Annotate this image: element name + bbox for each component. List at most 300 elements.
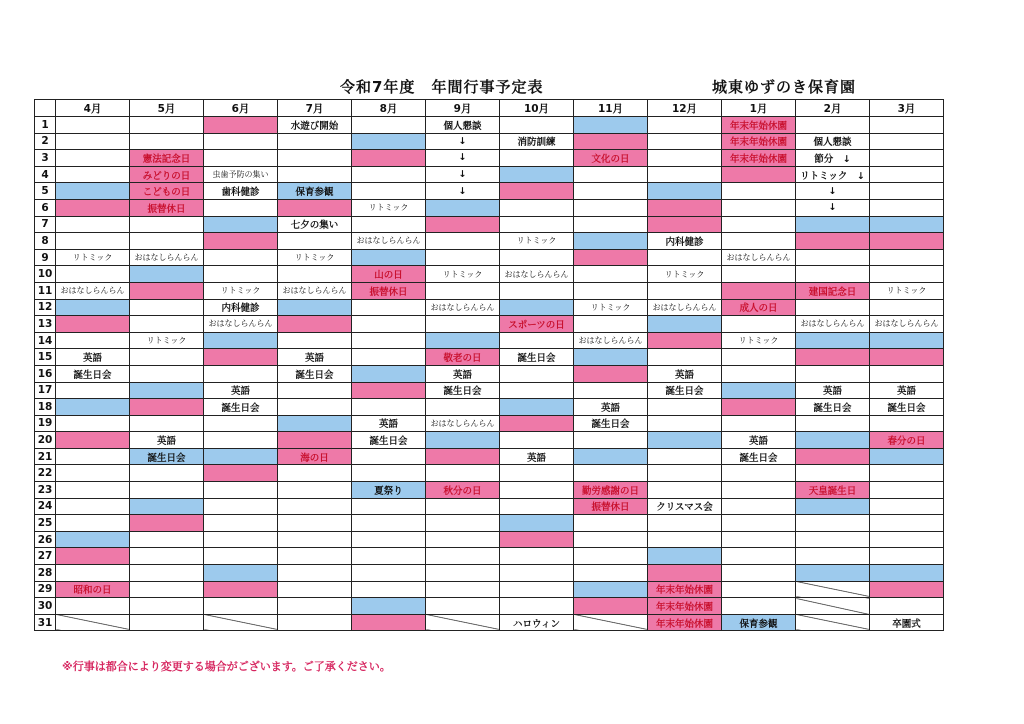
calendar-cell bbox=[426, 531, 500, 548]
calendar-cell bbox=[870, 581, 944, 598]
day-number: 12 bbox=[35, 299, 56, 316]
calendar-cell bbox=[870, 150, 944, 167]
calendar-cell bbox=[500, 399, 574, 416]
calendar-cell bbox=[500, 183, 574, 200]
event-cell: 振替休日 bbox=[352, 282, 426, 299]
calendar-cell bbox=[500, 515, 574, 532]
table-row bbox=[35, 515, 944, 532]
event-cell: 誕生日会 bbox=[722, 448, 796, 465]
table-row bbox=[35, 249, 944, 266]
calendar-cell bbox=[870, 183, 944, 200]
event-cell: リトミック bbox=[278, 249, 352, 266]
calendar-cell bbox=[426, 332, 500, 349]
page-title: 令和7年度 年間行事予定表 bbox=[340, 78, 544, 96]
calendar-cell bbox=[574, 515, 648, 532]
calendar-cell bbox=[352, 299, 426, 316]
calendar-cell bbox=[500, 531, 574, 548]
month-header: 5月 bbox=[130, 100, 204, 117]
day-number: 28 bbox=[35, 565, 56, 582]
nonexistent-date-cell bbox=[204, 614, 278, 631]
calendar-cell bbox=[722, 183, 796, 200]
calendar-cell bbox=[722, 415, 796, 432]
day-number: 17 bbox=[35, 382, 56, 399]
calendar-cell bbox=[500, 150, 574, 167]
calendar-cell bbox=[352, 548, 426, 565]
calendar-cell bbox=[870, 515, 944, 532]
calendar-cell bbox=[722, 581, 796, 598]
event-cell: 勤労感謝の日 bbox=[574, 482, 648, 499]
calendar-cell bbox=[426, 598, 500, 615]
calendar-cell bbox=[796, 432, 870, 449]
calendar-cell bbox=[130, 133, 204, 150]
calendar-cell bbox=[130, 415, 204, 432]
event-cell: 保育参観 bbox=[278, 183, 352, 200]
event-cell: 昭和の日 bbox=[56, 581, 130, 598]
day-number: 25 bbox=[35, 515, 56, 532]
table-row bbox=[35, 482, 944, 499]
calendar-cell bbox=[426, 448, 500, 465]
event-cell: おはなしらんらん bbox=[426, 299, 500, 316]
day-number: 23 bbox=[35, 482, 56, 499]
calendar-cell bbox=[56, 183, 130, 200]
calendar-cell bbox=[426, 565, 500, 582]
calendar-cell bbox=[352, 349, 426, 366]
calendar-cell bbox=[352, 249, 426, 266]
event-cell: 誕生日会 bbox=[500, 349, 574, 366]
calendar-cell bbox=[574, 565, 648, 582]
calendar-cell bbox=[574, 266, 648, 283]
calendar-cell bbox=[648, 565, 722, 582]
day-number: 10 bbox=[35, 266, 56, 283]
nonexistent-date-cell bbox=[56, 614, 130, 631]
calendar-cell bbox=[796, 548, 870, 565]
event-cell: クリスマス会 bbox=[648, 498, 722, 515]
calendar-cell bbox=[352, 448, 426, 465]
event-cell: ↓ bbox=[796, 199, 870, 216]
calendar-cell bbox=[278, 465, 352, 482]
schedule-body bbox=[35, 117, 944, 631]
calendar-cell bbox=[130, 299, 204, 316]
event-cell: 年末年始休園 bbox=[722, 133, 796, 150]
event-cell: 年末年始休園 bbox=[648, 581, 722, 598]
event-cell: 年末年始休園 bbox=[648, 598, 722, 615]
calendar-cell bbox=[352, 365, 426, 382]
calendar-cell bbox=[204, 133, 278, 150]
month-header: 10月 bbox=[500, 100, 574, 117]
event-cell: おはなしらんらん bbox=[130, 249, 204, 266]
calendar-cell bbox=[278, 548, 352, 565]
calendar-cell bbox=[352, 382, 426, 399]
calendar-cell bbox=[56, 216, 130, 233]
table-row bbox=[35, 332, 944, 349]
calendar-cell bbox=[796, 531, 870, 548]
calendar-cell bbox=[56, 266, 130, 283]
calendar-cell bbox=[500, 166, 574, 183]
calendar-cell bbox=[204, 266, 278, 283]
calendar-cell bbox=[796, 365, 870, 382]
event-cell: 英語 bbox=[870, 382, 944, 399]
calendar-cell bbox=[870, 598, 944, 615]
table-row bbox=[35, 548, 944, 565]
event-cell: リトミック bbox=[722, 332, 796, 349]
event-cell: 誕生日会 bbox=[278, 365, 352, 382]
event-cell: ↓ bbox=[426, 150, 500, 167]
nonexistent-date-cell bbox=[426, 614, 500, 631]
day-number: 20 bbox=[35, 432, 56, 449]
calendar-cell bbox=[500, 199, 574, 216]
calendar-cell bbox=[130, 117, 204, 134]
calendar-cell bbox=[352, 465, 426, 482]
calendar-cell bbox=[574, 249, 648, 266]
event-cell: 天皇誕生日 bbox=[796, 482, 870, 499]
event-cell: 消防訓練 bbox=[500, 133, 574, 150]
calendar-cell bbox=[870, 415, 944, 432]
calendar-cell bbox=[574, 581, 648, 598]
calendar-cell bbox=[278, 133, 352, 150]
event-cell: 英語 bbox=[56, 349, 130, 366]
calendar-cell bbox=[56, 316, 130, 333]
calendar-cell bbox=[500, 482, 574, 499]
calendar-cell bbox=[56, 199, 130, 216]
event-cell: 英語 bbox=[500, 448, 574, 465]
calendar-cell bbox=[352, 316, 426, 333]
calendar-cell bbox=[426, 316, 500, 333]
calendar-cell bbox=[130, 382, 204, 399]
calendar-cell bbox=[352, 515, 426, 532]
calendar-cell bbox=[56, 482, 130, 499]
table-row bbox=[35, 266, 944, 283]
event-cell: 英語 bbox=[722, 432, 796, 449]
calendar-cell bbox=[870, 531, 944, 548]
calendar-cell bbox=[648, 482, 722, 499]
calendar-cell bbox=[722, 382, 796, 399]
calendar-cell bbox=[352, 531, 426, 548]
day-number: 31 bbox=[35, 614, 56, 631]
day-number: 14 bbox=[35, 332, 56, 349]
calendar-cell bbox=[648, 332, 722, 349]
calendar-cell bbox=[204, 332, 278, 349]
calendar-cell bbox=[722, 233, 796, 250]
day-number: 11 bbox=[35, 282, 56, 299]
calendar-cell bbox=[574, 465, 648, 482]
table-row bbox=[35, 299, 944, 316]
calendar-cell bbox=[426, 548, 500, 565]
calendar-cell bbox=[500, 432, 574, 449]
calendar-cell bbox=[500, 216, 574, 233]
event-cell: 個人懇談 bbox=[426, 117, 500, 134]
calendar-cell bbox=[204, 150, 278, 167]
event-cell: スポーツの日 bbox=[500, 316, 574, 333]
calendar-cell bbox=[574, 117, 648, 134]
calendar-cell bbox=[352, 581, 426, 598]
event-cell: ハロウィン bbox=[500, 614, 574, 631]
calendar-cell bbox=[352, 216, 426, 233]
calendar-cell bbox=[56, 598, 130, 615]
calendar-cell bbox=[130, 598, 204, 615]
event-cell: リトミック bbox=[130, 332, 204, 349]
calendar-cell bbox=[426, 581, 500, 598]
calendar-cell bbox=[278, 432, 352, 449]
event-cell: おはなしらんらん bbox=[352, 233, 426, 250]
event-cell: 誕生日会 bbox=[426, 382, 500, 399]
calendar-cell bbox=[204, 581, 278, 598]
calendar-cell bbox=[648, 448, 722, 465]
day-number: 15 bbox=[35, 349, 56, 366]
calendar-cell bbox=[870, 498, 944, 515]
table-row bbox=[35, 166, 944, 183]
calendar-cell bbox=[204, 598, 278, 615]
calendar-cell bbox=[130, 316, 204, 333]
calendar-cell bbox=[648, 117, 722, 134]
calendar-cell bbox=[648, 316, 722, 333]
event-cell: 節分 ↓ bbox=[796, 150, 870, 167]
footer-note: ※行事は都合により変更する場合がございます。ご了承ください。 bbox=[62, 660, 391, 673]
calendar-cell bbox=[796, 332, 870, 349]
calendar-cell bbox=[500, 299, 574, 316]
calendar-cell bbox=[574, 166, 648, 183]
event-cell: おはなしらんらん bbox=[56, 282, 130, 299]
event-cell: リトミック bbox=[426, 266, 500, 283]
calendar-cell bbox=[870, 565, 944, 582]
calendar-cell bbox=[278, 266, 352, 283]
calendar-cell bbox=[796, 299, 870, 316]
table-row bbox=[35, 565, 944, 582]
event-cell: 誕生日会 bbox=[574, 415, 648, 432]
nonexistent-date-cell bbox=[574, 614, 648, 631]
month-header: 3月 bbox=[870, 100, 944, 117]
calendar-cell bbox=[204, 199, 278, 216]
calendar-cell bbox=[648, 432, 722, 449]
table-row bbox=[35, 399, 944, 416]
calendar-cell bbox=[796, 233, 870, 250]
calendar-cell bbox=[204, 415, 278, 432]
calendar-cell bbox=[574, 531, 648, 548]
calendar-cell bbox=[574, 183, 648, 200]
event-cell: おはなしらんらん bbox=[722, 249, 796, 266]
calendar-cell bbox=[56, 382, 130, 399]
day-number: 2 bbox=[35, 133, 56, 150]
calendar-cell bbox=[56, 233, 130, 250]
calendar-cell bbox=[130, 349, 204, 366]
calendar-cell bbox=[278, 332, 352, 349]
table-row bbox=[35, 316, 944, 333]
table-row bbox=[35, 216, 944, 233]
calendar-cell bbox=[130, 399, 204, 416]
calendar-cell bbox=[870, 349, 944, 366]
day-number: 18 bbox=[35, 399, 56, 416]
calendar-cell bbox=[722, 282, 796, 299]
calendar-cell bbox=[130, 233, 204, 250]
day-number: 27 bbox=[35, 548, 56, 565]
day-number: 26 bbox=[35, 531, 56, 548]
table-row bbox=[35, 614, 944, 631]
calendar-cell bbox=[352, 332, 426, 349]
calendar-cell bbox=[352, 565, 426, 582]
calendar-cell bbox=[56, 498, 130, 515]
calendar-cell bbox=[426, 249, 500, 266]
event-cell: リトミック bbox=[870, 282, 944, 299]
calendar-cell bbox=[56, 415, 130, 432]
calendar-cell bbox=[426, 515, 500, 532]
calendar-cell bbox=[204, 432, 278, 449]
calendar-cell bbox=[278, 316, 352, 333]
event-cell: おはなしらんらん bbox=[796, 316, 870, 333]
calendar-cell bbox=[130, 482, 204, 499]
calendar-cell bbox=[204, 465, 278, 482]
calendar-cell bbox=[352, 150, 426, 167]
day-number: 5 bbox=[35, 183, 56, 200]
calendar-cell bbox=[278, 415, 352, 432]
event-cell: 成人の日 bbox=[722, 299, 796, 316]
calendar-cell bbox=[648, 166, 722, 183]
calendar-cell bbox=[870, 299, 944, 316]
event-cell: おはなしらんらん bbox=[648, 299, 722, 316]
calendar-cell bbox=[870, 465, 944, 482]
calendar-cell bbox=[870, 133, 944, 150]
calendar-cell bbox=[56, 117, 130, 134]
calendar-cell bbox=[722, 465, 796, 482]
table-row bbox=[35, 598, 944, 615]
table-row bbox=[35, 282, 944, 299]
month-header: 4月 bbox=[56, 100, 130, 117]
day-number: 7 bbox=[35, 216, 56, 233]
calendar-cell bbox=[870, 548, 944, 565]
calendar-cell bbox=[648, 133, 722, 150]
calendar-cell bbox=[56, 399, 130, 416]
event-cell: 七夕の集い bbox=[278, 216, 352, 233]
month-header: 9月 bbox=[426, 100, 500, 117]
calendar-cell bbox=[722, 515, 796, 532]
event-cell: おはなしらんらん bbox=[500, 266, 574, 283]
calendar-cell bbox=[204, 448, 278, 465]
event-cell: 卒園式 bbox=[870, 614, 944, 631]
calendar-cell bbox=[204, 117, 278, 134]
calendar-cell bbox=[796, 266, 870, 283]
day-number: 8 bbox=[35, 233, 56, 250]
calendar-cell bbox=[870, 266, 944, 283]
event-cell: ↓ bbox=[426, 166, 500, 183]
event-cell: 誕生日会 bbox=[204, 399, 278, 416]
calendar-cell bbox=[648, 282, 722, 299]
calendar-cell bbox=[722, 166, 796, 183]
event-cell: 年末年始休園 bbox=[722, 117, 796, 134]
calendar-cell bbox=[574, 233, 648, 250]
nonexistent-date-cell bbox=[796, 614, 870, 631]
calendar-cell bbox=[278, 531, 352, 548]
day-number: 22 bbox=[35, 465, 56, 482]
calendar-cell bbox=[56, 515, 130, 532]
calendar-cell bbox=[56, 432, 130, 449]
table-row bbox=[35, 581, 944, 598]
event-cell: みどりの日 bbox=[130, 166, 204, 183]
table-row bbox=[35, 498, 944, 515]
event-cell: 誕生日会 bbox=[56, 365, 130, 382]
calendar-cell bbox=[278, 515, 352, 532]
calendar-cell bbox=[278, 166, 352, 183]
calendar-cell bbox=[574, 199, 648, 216]
calendar-cell bbox=[648, 216, 722, 233]
event-cell: 個人懇談 bbox=[796, 133, 870, 150]
calendar-cell bbox=[426, 465, 500, 482]
calendar-cell bbox=[648, 249, 722, 266]
event-cell: 年末年始休園 bbox=[648, 614, 722, 631]
month-header: 12月 bbox=[648, 100, 722, 117]
event-cell: 英語 bbox=[648, 365, 722, 382]
calendar-cell bbox=[500, 332, 574, 349]
calendar-cell bbox=[56, 150, 130, 167]
calendar-cell bbox=[500, 365, 574, 382]
event-cell: ↓ bbox=[426, 133, 500, 150]
day-number: 29 bbox=[35, 581, 56, 598]
calendar-cell bbox=[722, 482, 796, 499]
event-cell: 英語 bbox=[574, 399, 648, 416]
calendar-cell bbox=[574, 216, 648, 233]
calendar-cell bbox=[574, 448, 648, 465]
calendar-cell bbox=[278, 498, 352, 515]
calendar-cell bbox=[130, 548, 204, 565]
calendar-cell bbox=[500, 548, 574, 565]
calendar-cell bbox=[722, 565, 796, 582]
calendar-cell bbox=[648, 548, 722, 565]
table-row bbox=[35, 415, 944, 432]
calendar-cell bbox=[278, 598, 352, 615]
calendar-cell bbox=[130, 515, 204, 532]
event-cell: ↓ bbox=[796, 183, 870, 200]
event-cell: 春分の日 bbox=[870, 432, 944, 449]
calendar-cell bbox=[722, 349, 796, 366]
calendar-cell bbox=[56, 166, 130, 183]
calendar-cell bbox=[204, 482, 278, 499]
event-cell: リトミック bbox=[56, 249, 130, 266]
calendar-cell bbox=[574, 382, 648, 399]
calendar-cell bbox=[426, 399, 500, 416]
calendar-cell bbox=[204, 548, 278, 565]
table-row bbox=[35, 117, 944, 134]
event-cell: 英語 bbox=[352, 415, 426, 432]
calendar-cell bbox=[426, 498, 500, 515]
event-cell: 保育参観 bbox=[722, 614, 796, 631]
table-row bbox=[35, 183, 944, 200]
day-number: 13 bbox=[35, 316, 56, 333]
table-row bbox=[35, 531, 944, 548]
calendar-cell bbox=[796, 515, 870, 532]
event-cell: おはなしらんらん bbox=[574, 332, 648, 349]
table-row bbox=[35, 150, 944, 167]
calendar-cell bbox=[278, 382, 352, 399]
calendar-cell bbox=[278, 581, 352, 598]
calendar-cell bbox=[648, 183, 722, 200]
table-row bbox=[35, 365, 944, 382]
calendar-cell bbox=[722, 598, 796, 615]
table-row bbox=[35, 133, 944, 150]
event-cell: おはなしらんらん bbox=[870, 316, 944, 333]
day-number: 6 bbox=[35, 199, 56, 216]
calendar-cell bbox=[204, 515, 278, 532]
event-cell: 内科健診 bbox=[204, 299, 278, 316]
calendar-cell bbox=[56, 448, 130, 465]
calendar-cell bbox=[204, 216, 278, 233]
calendar-cell bbox=[796, 349, 870, 366]
month-header: 6月 bbox=[204, 100, 278, 117]
day-number: 9 bbox=[35, 249, 56, 266]
calendar-cell bbox=[352, 133, 426, 150]
calendar-cell bbox=[278, 565, 352, 582]
day-header-cell bbox=[35, 100, 56, 117]
calendar-cell bbox=[56, 465, 130, 482]
event-cell: 誕生日会 bbox=[648, 382, 722, 399]
calendar-cell bbox=[796, 415, 870, 432]
calendar-cell bbox=[870, 199, 944, 216]
